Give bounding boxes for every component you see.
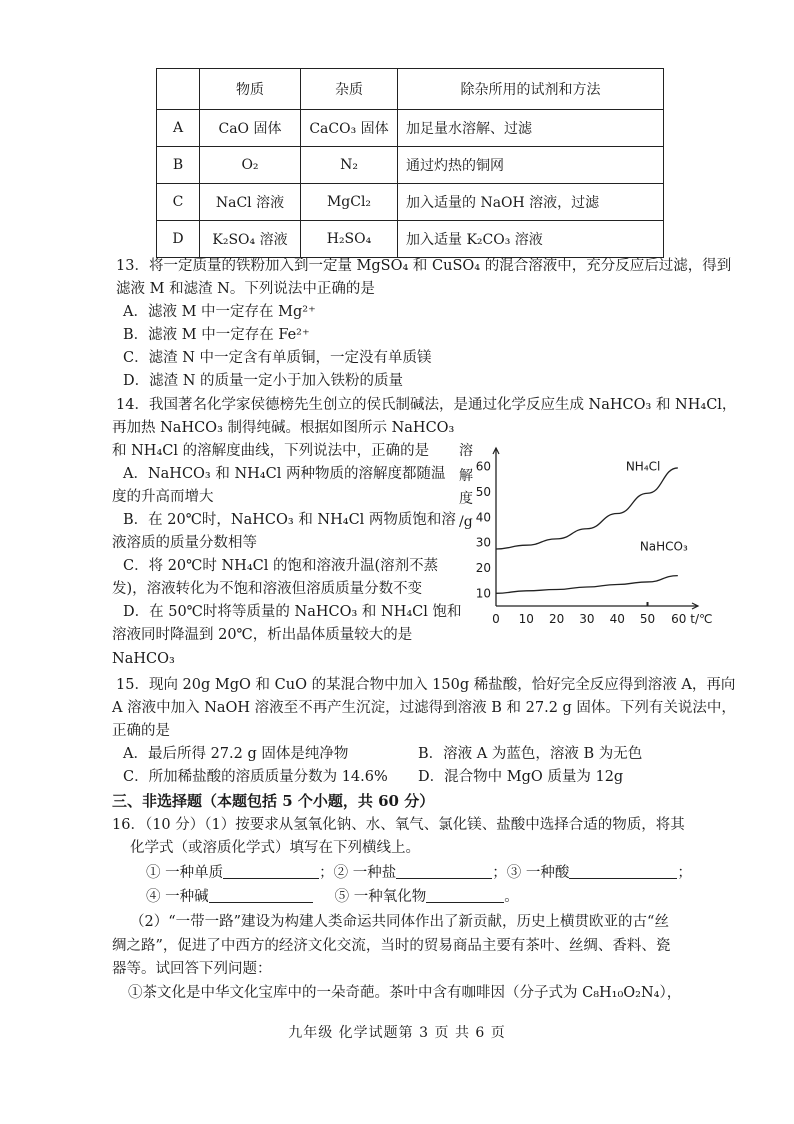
q15-stem: 正确的是 <box>112 723 170 739</box>
answer-blank[interactable] <box>569 862 677 879</box>
q16-blank-row <box>146 862 692 884</box>
table-header-cell: 物质 <box>200 69 301 110</box>
q16-blank-label: ；③ 一种酸 <box>492 865 570 881</box>
section-title: 三、非选择题（本题包括 5 个小题，共 60 分） <box>112 792 435 810</box>
y-tick-label: 10 <box>475 586 491 601</box>
q14-option-b: B．在 20℃时，NaHCO₃ 和 NH₄Cl 两物质饱和溶 <box>123 512 456 528</box>
x-tick-label: 60 t/℃ <box>671 612 713 626</box>
answer-blank[interactable] <box>396 862 492 879</box>
table-cell: K₂SO₄ 溶液 <box>200 221 301 258</box>
chart-ylabel-char: 溶 <box>459 443 473 459</box>
table-row <box>157 221 664 258</box>
q13-stem: 13．将一定质量的铁粉加入到一定量 MgSO₄ 和 CuSO₄ 的混合溶液中，充分反应后过滤，得到 <box>116 258 732 274</box>
page-footer: 九年级 化学试题第 3 页 共 6 页 <box>288 1025 506 1041</box>
x-tick-label: 20 <box>548 612 565 626</box>
q15-option-c: C．所加稀盐酸的溶质质量分数为 14.6% <box>123 769 388 785</box>
q16-blank-label: ⑤ 一种氧化物 <box>334 889 427 905</box>
series-curve-nh4cl <box>496 468 678 549</box>
table-cell: 加入适量的 NaOH 溶液，过滤 <box>398 184 664 221</box>
q15-option-a: A．最后所得 27.2 g 固体是纯净物 <box>123 746 349 762</box>
q14-stem: 14．我国著名化学家侯德榜先生创立的侯氏制碱法，是通过化学反应生成 NaHCO₃ 和 NH₄Cl， <box>116 397 737 413</box>
q14-option-d-cont: NaHCO₃ <box>112 651 175 667</box>
table-cell: CaCO₃ 固体 <box>301 110 398 147</box>
q13-option-d: D．滤渣 N 的质量一定小于加入铁粉的质量 <box>123 373 404 389</box>
q15-stem: 15．现向 20g MgO 和 CuO 的某混合物中加入 150g 稀盐酸，恰好完全反应得到溶液 A，再向 <box>116 677 736 693</box>
q14-option-c-cont: 发)，溶液转化为不饱和溶液但溶质质量分数不变 <box>112 581 423 597</box>
x-tick-label: 0 <box>492 612 500 626</box>
chart-ylabel-char: 度 <box>459 491 473 507</box>
table-header-row <box>157 69 664 110</box>
answer-blank[interactable] <box>426 886 504 903</box>
q14-option-d: D．在 50℃时将等质量的 NaHCO₃ 和 NH₄Cl 饱和 <box>123 604 462 620</box>
q14-option-c: C．将 20℃时 NH₄Cl 的饱和溶液升温(溶剂不蒸 <box>123 558 439 574</box>
table-cell: CaO 固体 <box>200 110 301 147</box>
series-label: NaHCO₃ <box>639 539 688 554</box>
y-tick-label: 60 <box>475 459 491 474</box>
table-cell: A <box>157 110 200 147</box>
table-cell: 加入适量 K₂CO₃ 溶液 <box>398 221 664 258</box>
q14-stem: 和 NH₄Cl 的溶解度曲线，下列说法中，正确的是 <box>112 443 430 459</box>
table-cell: MgCl₂ <box>301 184 398 221</box>
q16-part2: ①茶文化是中华文化宝库中的一朵奇葩。茶叶中含有咖啡因（分子式为 C₈H₁₀O₂N₄）， <box>128 985 682 1001</box>
answer-blank[interactable] <box>223 862 319 879</box>
q14-option-a: A．NaHCO₃ 和 NH₄Cl 两种物质的溶解度都随温 <box>123 466 446 482</box>
q13-option-a: A．滤液 M 中一定存在 Mg²⁺ <box>123 304 316 320</box>
q16-stem: 16．（10 分）（1）按要求从氢氧化钠、水、氧气、氯化镁、盐酸中选择合适的物质，将其 <box>112 817 685 833</box>
q16-blank-row <box>146 886 519 908</box>
chart-ylabel-char: 解 <box>459 468 473 484</box>
q14-option-a-cont: 度的升高而增大 <box>112 489 214 505</box>
q16-blank-label: 。 <box>504 889 519 905</box>
x-tick-label: 10 <box>518 612 534 626</box>
table-cell: H₂SO₄ <box>301 221 398 258</box>
q13-option-c: C．滤渣 N 中一定含有单质铜，一定没有单质镁 <box>123 350 432 366</box>
table-header-cell: 杂质 <box>301 69 398 110</box>
chart-ylabel-char: /g <box>459 514 473 530</box>
q14-stem: 再加热 NaHCO₃ 制得纯碱。根据如图所示 NaHCO₃ <box>112 420 455 436</box>
table-cell: N₂ <box>301 147 398 184</box>
solubility-chart <box>458 440 713 640</box>
y-tick-label: 50 <box>475 485 491 499</box>
table-header-cell: 除杂所用的试剂和方法 <box>398 69 664 110</box>
q16-part2: 器等。试回答下列问题： <box>112 961 272 977</box>
x-tick-label: 50 <box>639 612 656 626</box>
answer-blank[interactable] <box>209 886 313 903</box>
table-row <box>157 110 664 147</box>
series-label: NH₄Cl <box>625 459 661 474</box>
q14-option-d-cont: 溶液同时降温到 20℃，析出晶体质量较大的是 <box>112 627 413 643</box>
q15-option-b: B．溶液 A 为蓝色，溶液 B 为无色 <box>418 746 643 762</box>
table-cell: B <box>157 147 200 184</box>
q14-option-b-cont: 液溶质的质量分数相等 <box>112 535 257 551</box>
table-row <box>157 184 664 221</box>
table-cell: O₂ <box>200 147 301 184</box>
q16-stem: 化学式（或溶质化学式）填写在下列横线上。 <box>130 840 420 856</box>
q16-part2: （2）“一带一路”建设为构建人类命运共同体作出了新贡献，历史上横贯欧亚的古“丝 <box>130 914 669 930</box>
q15-stem: A 溶液中加入 NaOH 溶液至不再产生沉淀，过滤得到溶液 B 和 27.2 g 固体。下列有关说法中， <box>112 700 736 716</box>
x-tick-label: 30 <box>579 612 595 626</box>
y-tick-label: 20 <box>475 561 491 575</box>
q16-blank-label: ； <box>677 865 692 881</box>
table-row <box>157 147 664 184</box>
q15-option-d: D．混合物中 MgO 质量为 12g <box>418 769 624 785</box>
table-cell: 通过灼热的铜网 <box>398 147 664 184</box>
table-cell: 加足量水溶解、过滤 <box>398 110 664 147</box>
table-cell: D <box>157 221 200 258</box>
q13-stem: 滤液 M 和滤渣 N。下列说法中正确的是 <box>116 281 375 297</box>
impurity-removal-table <box>156 68 664 258</box>
q16-part2: 绸之路”，促进了中西方的经济文化交流，当时的贸易商品主要有茶叶、丝绸、香料、瓷 <box>112 938 671 954</box>
q16-blank-label: ① 一种单质 <box>146 865 224 881</box>
y-tick-label: 30 <box>475 535 491 550</box>
table-cell: C <box>157 184 200 221</box>
q16-blank-label: ④ 一种碱 <box>146 889 209 905</box>
table-header-cell <box>157 69 200 110</box>
y-tick-label: 40 <box>475 510 491 525</box>
x-tick-label: 40 <box>609 612 625 626</box>
table-cell: NaCl 溶液 <box>200 184 301 221</box>
q16-blank-label: ；② 一种盐 <box>319 865 397 881</box>
q13-option-b: B．滤液 M 中一定存在 Fe²⁺ <box>123 327 310 343</box>
series-curve-nahco3 <box>496 576 678 594</box>
